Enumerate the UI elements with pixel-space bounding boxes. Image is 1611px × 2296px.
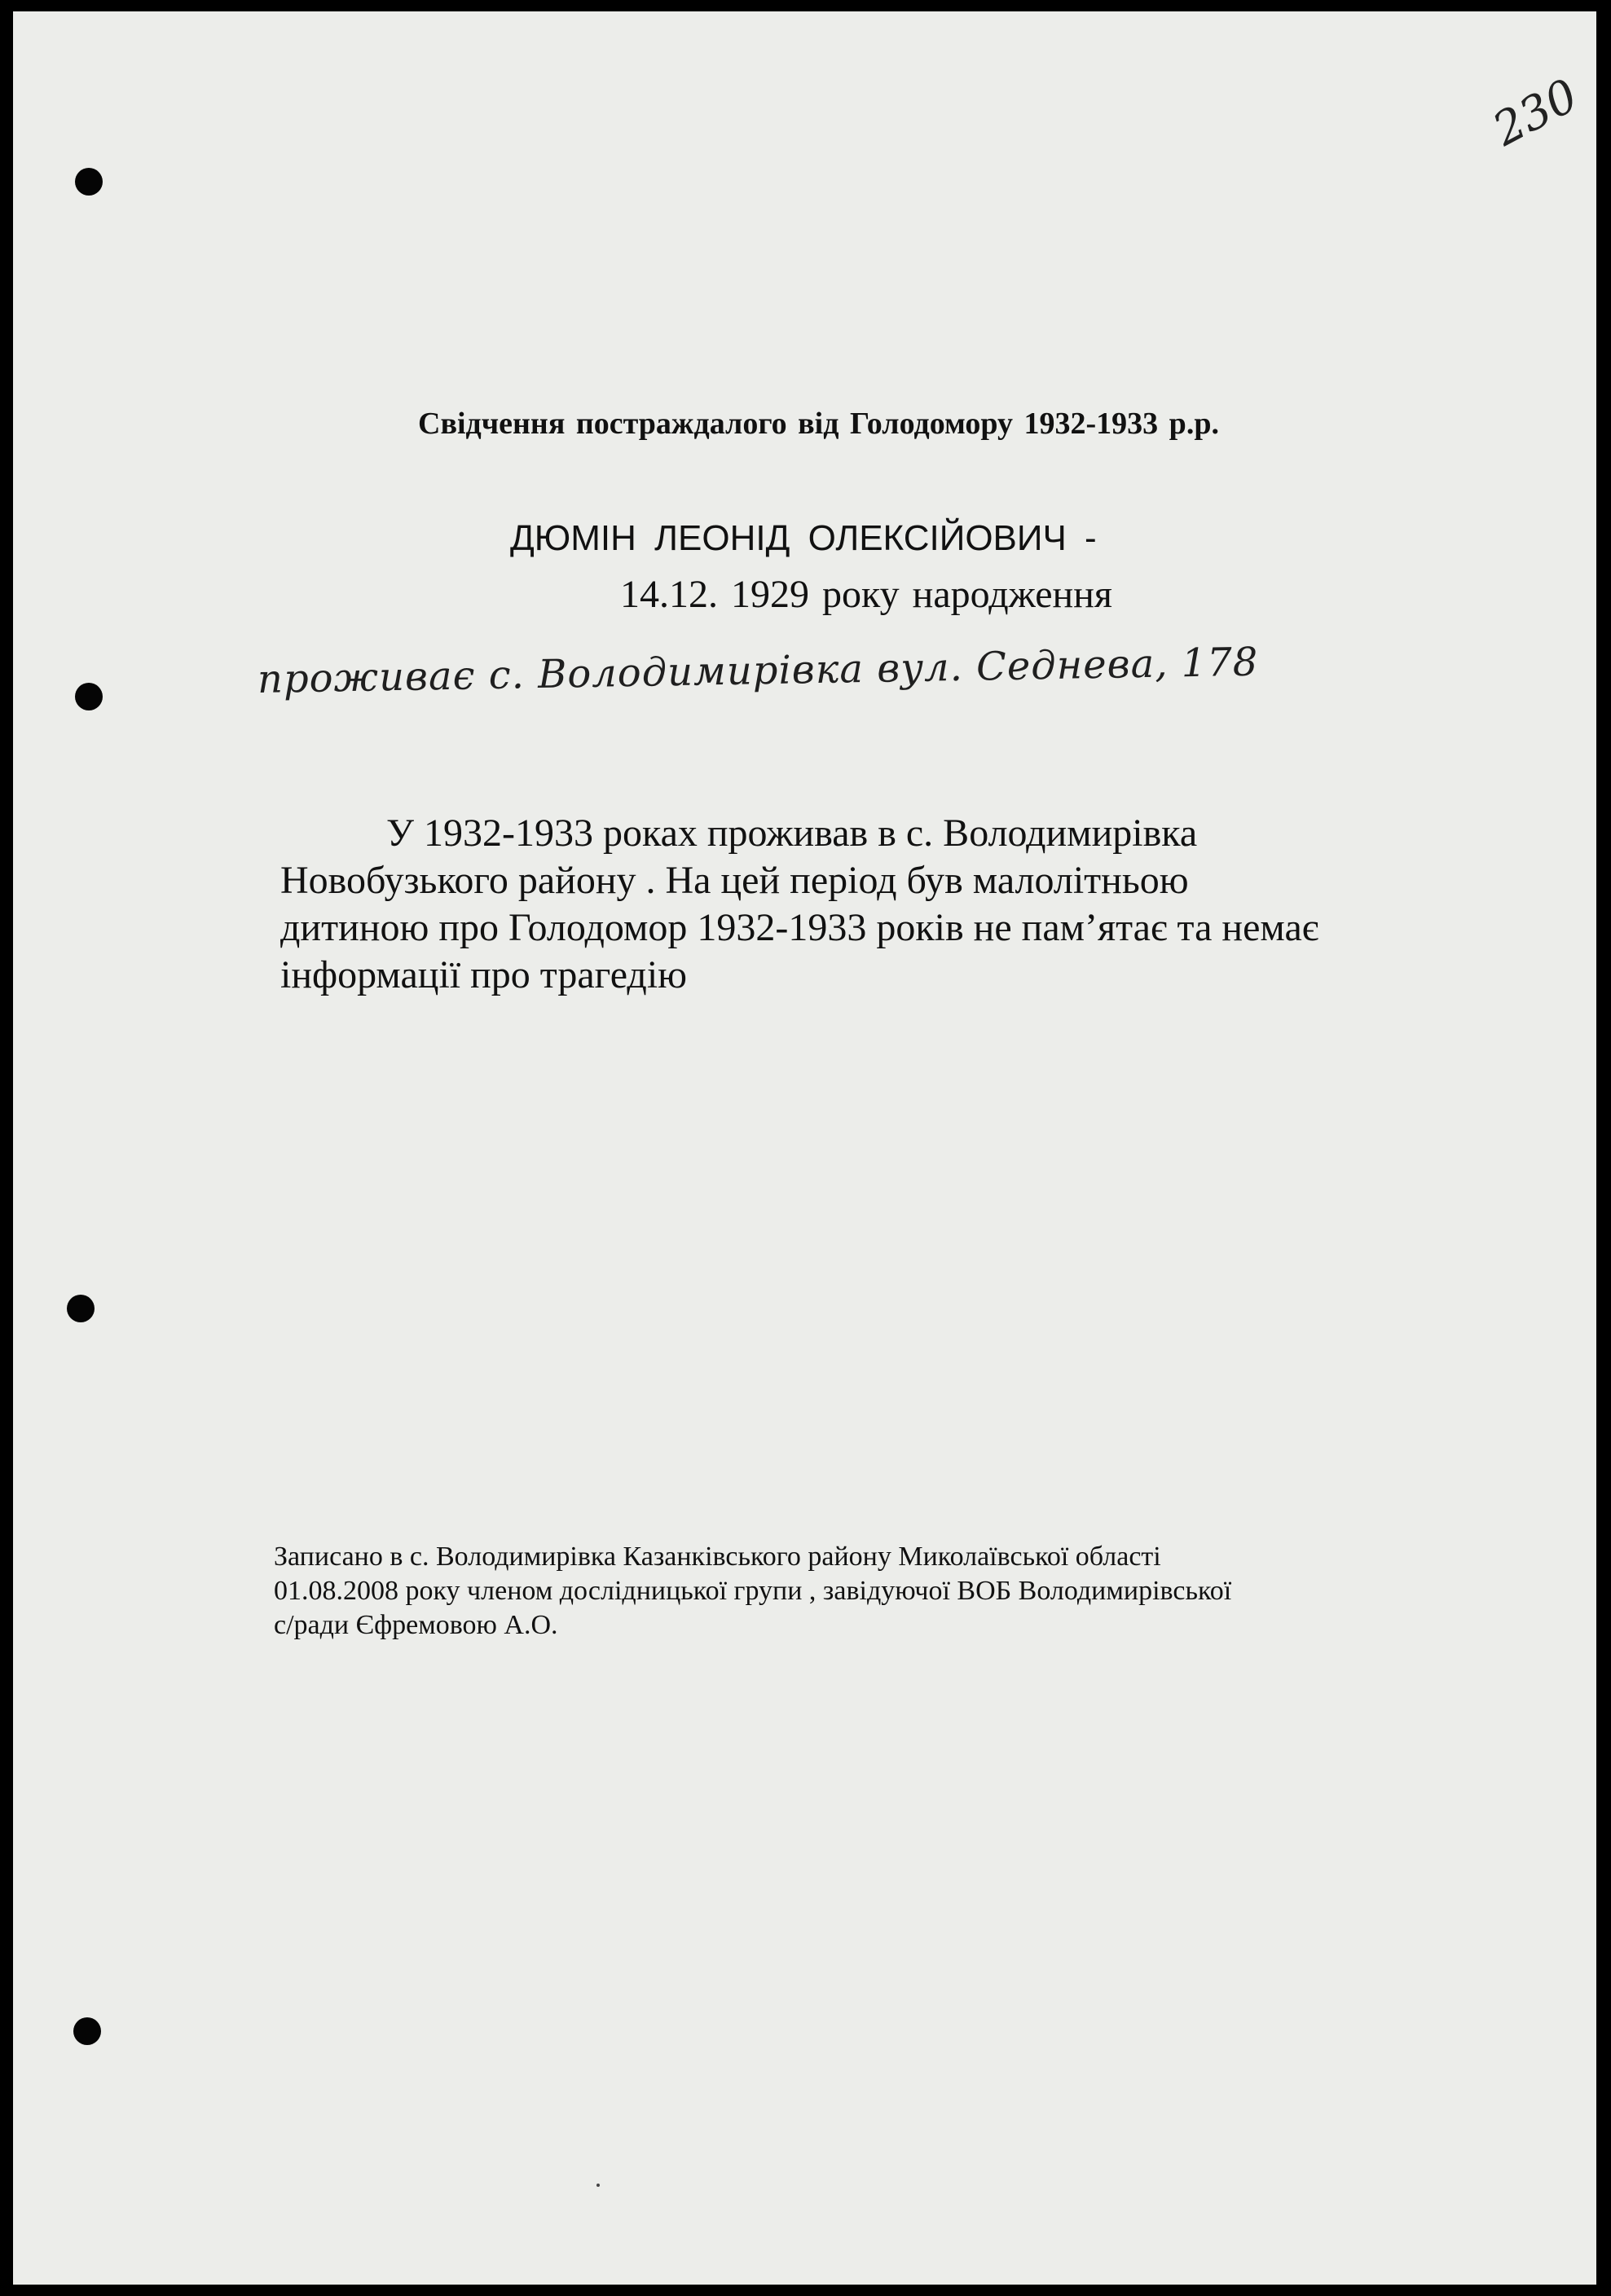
birth-date-line: 14.12. 1929 року народження [620,573,1112,616]
document-heading: Свідчення постраждалого від Голодомору 1932-1933 р.р. [418,407,1219,441]
punch-hole [75,683,103,710]
punch-hole [67,1295,95,1322]
recording-note-line: с/ради Єфремовою А.О. [274,1610,558,1640]
testimony-line: дитиною про Голодомор 1932-1933 років не пам’ятає та немає [280,906,1319,949]
recording-note [274,1540,1231,1643]
handwritten-address: проживає с. Володимирівка вул. Седнева, 178 [257,639,1259,702]
testimony-line: У 1932-1933 роках проживав в с. Володимирівка [386,812,1198,855]
testimony-body [280,810,1535,999]
punch-hole [73,2017,101,2045]
scan-speck [596,2184,600,2187]
testimony-line: інформації про трагедію [280,953,688,996]
punch-hole [75,168,103,196]
recording-note-line: Записано в с. Володимирівка Казанківського району Миколаївської області [274,1542,1161,1572]
handwritten-page-number: 230 [1484,68,1587,157]
document-page [13,11,1596,2285]
testimony-line: Новобузького району . На цей період був малолітньою [280,859,1189,902]
person-name: ДЮМІН ЛЕОНІД ОЛЕКСІЙОВИЧ - [510,518,1097,558]
recording-note-line: 01.08.2008 року членом дослідницької групи , завідуючої ВОБ Володимирівської [274,1576,1232,1606]
